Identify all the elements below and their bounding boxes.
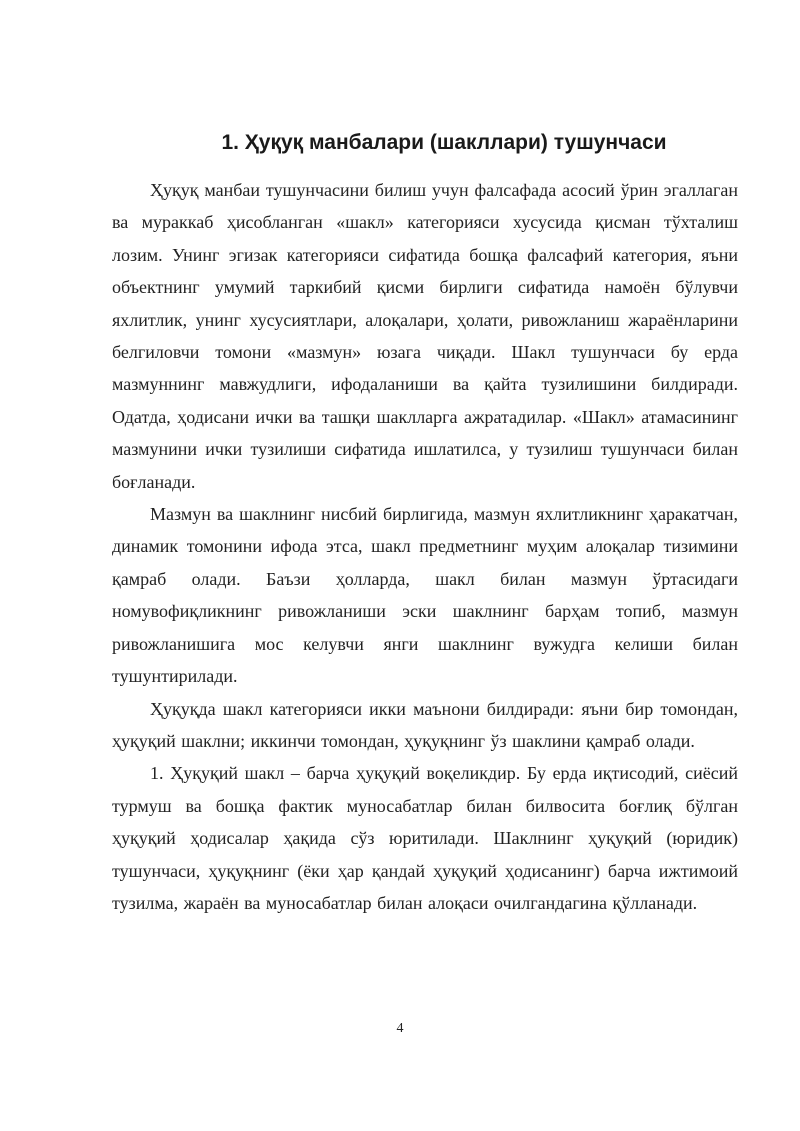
paragraph: Ҳуқуқ манбаи тушунчасини билиш учун фалсафада асосий ўрин эгаллаган ва мураккаб ҳисобланган «шакл» категорияси хусусида қисман тўхталиш лозим. Унинг эгизак категорияси сифатида бошқа фалсафий категория, яъни объектнинг умумий таркибий қисми бирлиги сифатида намоён бўлувчи яхлитлик, унинг хусусиятлари, алоқалари, ҳолати, ривожланиш жараёнларини белгиловчи томони «мазмун» юзага чиқади. Шакл тушунчаси бу ерда мазмуннинг мавжудлиги, ифодаланиши ва қайта тузилишини билдиради. Одатда, ҳодисани ички ва ташқи шаклларга ажратадилар. «Шакл» атамасининг мазмунини ички тузилиши сифатида ишлатилса, у тузилиш тушунчаси билан боғланади. — [112, 180, 738, 492]
paragraph: Ҳуқуқда шакл категорияси икки маънони билдиради: яъни бир томондан, ҳуқуқий шаклни; иккинчи томондан, ҳуқуқнинг ўз шаклини қамраб олади. — [112, 698, 738, 751]
page-number: 4 — [396, 1021, 404, 1036]
section-title: 1. Ҳуқуқ манбалари (шакллари) тушунчаси — [221, 131, 667, 154]
paragraph: 1. Ҳуқуқий шакл – барча ҳуқуқий воқеликдир. Бу ерда иқтисодий, сиёсий турмуш ва бошқа фактик муносабатлар билан билвосита боғлиқ бўлган ҳуқуқий ҳодисалар ҳақида сўз юритилади. Шаклнинг ҳуқуқий (юридик) тушунчаси, ҳуқуқнинг (ёки ҳар қандай ҳуқуқий ҳодисанинг) барча ижтимоий тузилма, жараён ва муносабатлар билан алоқаси очилгандагина қўлланади. — [112, 763, 738, 913]
body-text — [112, 174, 738, 919]
paragraph: Мазмун ва шаклнинг нисбий бирлигида, мазмун яхлитликнинг ҳаракатчан, динамик томонини ифода этса, шакл предметнинг муҳим алоқалар тизимини қамраб олади. Баъзи ҳолларда, шакл билан мазмун ўртасидаги номувофиқликнинг ривожланиши эски шаклнинг барҳам топиб, мазмун ривожланишига мос келувчи янги шаклнинг вужудга келиши билан тушунтирилади. — [112, 504, 738, 687]
